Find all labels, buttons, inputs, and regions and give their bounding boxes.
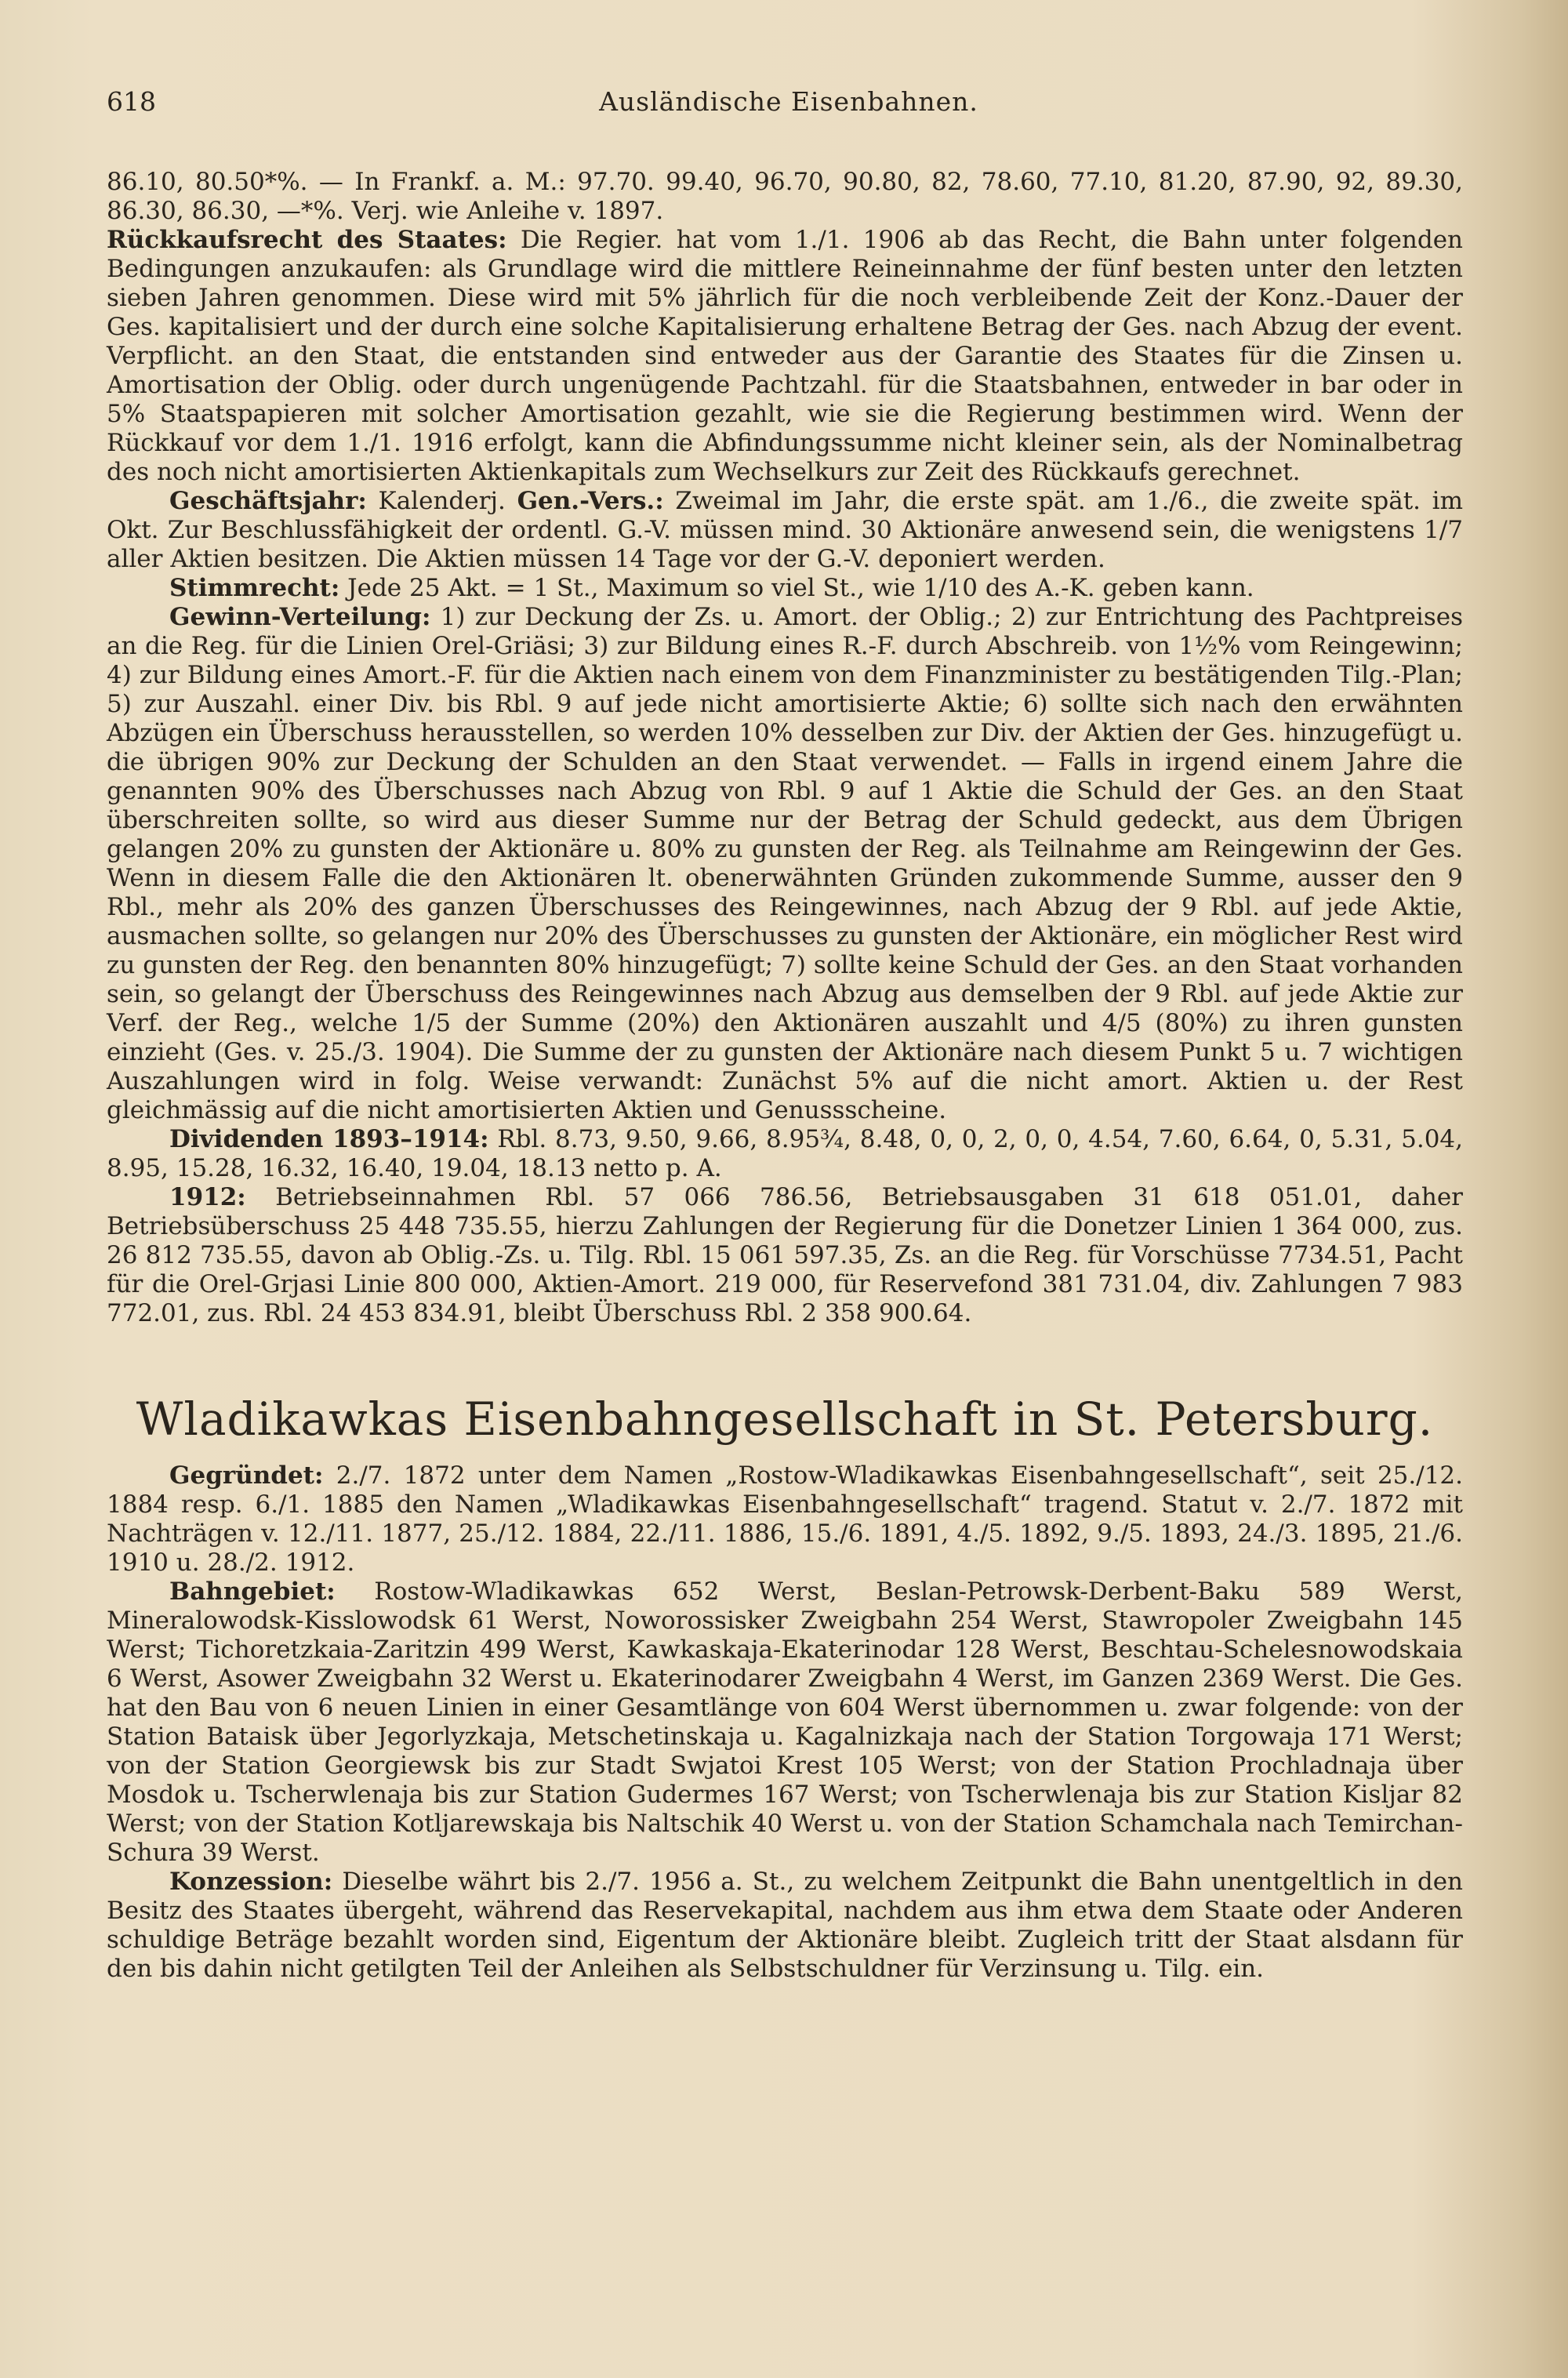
year-1912-label: 1912: [169, 1183, 246, 1211]
page-content [107, 86, 1463, 1984]
rueckkaufsrecht-paragraph [107, 226, 1463, 487]
page-body [107, 168, 1463, 1984]
bahngebiet-text: Rostow-Wladikawkas 652 Werst, Beslan-Petrowsk-Derbent-Baku 589 Werst, Mineralowodsk-Kisslowodsk 61 Werst, Noworossisker Zweigbahn 254 Werst, Stawropoler Zweigbahn 145 Werst; Tichoretzkaia-Zaritzin 499 Werst, Kawkaskaja-Ekaterinodar 128 Werst, Beschtau-Schelesnowodskaia 6 Werst, Asower Zweigbahn 32 Werst u. Ekaterinodarer Zweigbahn 4 Werst, im Ganzen 2369 Werst. Die Ges. hat den Bau von 6 neuen Linien in einer Gesamtlänge von 604 Werst übernommen u. zwar folgende: von der Station Bataisk über Jegorlyzkaja, Metschetinskaja u. Kagalnizkaja nach der Station Torgowaja 171 Werst; von der Station Georgiewsk bis zur Stadt Swjatoi Krest 105 Werst; von der Station Prochladnaja über Mosdok u. Tscherwlenaja bis zur Station Gudermes 167 Werst; von Tscherwlenaja bis zur Station Kisljar 82 Werst; von der Station Kotljarewskaja bis Naltschik 40 Werst u. von der Station Schamchala nach Temirchan-Schura 39 Werst. [107, 1577, 1463, 1867]
dividenden-paragraph [107, 1125, 1463, 1183]
geschaeftsjahr-paragraph [107, 487, 1463, 574]
gegruendet-text: 2./7. 1872 unter dem Namen „Rostow-Wladikawkas Eisenbahngesellschaft“, seit 25./12. 1884 resp. 6./1. 1885 den Namen „Wladikawkas Eisenbahngesellschaft“ tragend. Statut v. 2./7. 1872 mit Nachträgen v. 12./11. 1877, 25./12. 1884, 22./11. 1886, 15./6. 1891, 4./5. 1892, 9./5. 1893, 24./3. 1895, 21./6. 1910 u. 28./2. 1912. [107, 1461, 1463, 1577]
stimmrecht-text: Jede 25 Akt. = 1 St., Maximum so viel St., wie 1/10 des A.-K. geben kann. [339, 574, 1254, 602]
gewinn-verteilung-paragraph [107, 603, 1463, 1125]
gegruendet-label: Gegründet: [169, 1461, 324, 1490]
year-1912-paragraph [107, 1183, 1463, 1328]
stimmrecht-paragraph [107, 574, 1463, 603]
gegruendet-paragraph [107, 1461, 1463, 1577]
year-1912-text: Betriebseinnahmen Rbl. 57 066 786.56, Betriebsausgaben 31 618 051.01, daher Betriebsüberschuss 25 448 735.55, hierzu Zahlungen der Regierung für die Donetzer Linien 1 364 000, zus. 26 812 735.55, davon ab Oblig.-Zs. u. Tilg. Rbl. 15 061 597.35, Zs. an die Reg. für Vorschüsse 7734.51, Pacht für die Orel-Grjasi Linie 800 000, Aktien-Amort. 219 000, für Reservefond 381 731.04, div. Zahlungen 7 983 772.01, zus. Rbl. 24 453 834.91, bleibt Überschuss Rbl. 2 358 900.64. [107, 1183, 1463, 1327]
konzession-text: Dieselbe währt bis 2./7. 1956 a. St., zu welchem Zeitpunkt die Bahn unentgeltlich in den Besitz des Staates übergeht, während das Reservekapital, nachdem aus ihm etwa dem Staate oder Anderen schuldige Beträge bezahlt worden sind, Eigentum der Aktionäre bleibt. Zugleich tritt der Staat alsdann für den bis dahin nicht getilgten Teil der Anleihen als Selbstschuldner für Verzinsung u. Tilg. ein. [107, 1868, 1463, 1983]
rueckkaufsrecht-label: Rückkaufsrecht des Staates: [107, 226, 507, 254]
dividenden-text: Rbl. 8.73, 9.50, 9.66, 8.95¾, 8.48, 0, 0, 2, 0, 0, 4.54, 7.60, 6.64, 0, 5.31, 5.04, 8.95, 15.28, 16.32, 16.40, 19.04, 18.13 netto p. A. [107, 1125, 1463, 1182]
gewinn-verteilung-text: 1) zur Deckung der Zs. u. Amort. der Oblig.; 2) zur Entrichtung des Pachtpreises an die Reg. für die Linien Orel-Griäsi; 3) zur Bildung eines R.-F. durch Abschreib. von 1½% vom Reingewinn; 4) zur Bildung eines Amort.-F. für die Aktien nach einem von dem Finanzminister zu bestätigenden Tilg.-Plan; 5) zur Auszahl. einer Div. bis Rbl. 9 auf jede nicht amortisierte Aktie; 6) sollte sich nach den erwähnten Abzügen ein Überschuss herausstellen, so werden 10% desselben zur Div. der Aktien der Ges. hinzugefügt u. die übrigen 90% zur Deckung der Schulden an den Staat verwendet. — Falls in irgend einem Jahre die genannten 90% des Überschusses nach Abzug von Rbl. 9 auf 1 Aktie die Schuld der Ges. an den Staat überschreiten sollte, so wird aus dieser Summe nur der Betrag der Schuld gedeckt, aus dem Übrigen gelangen 20% zu gunsten der Aktionäre u. 80% zu gunsten der Reg. als Teilnahme am Reingewinn der Ges. Wenn in diesem Falle die den Aktionären lt. obenerwähnten Gründen zukommende Summe, ausser den 9 Rbl., mehr als 20% des ganzen Überschusses des Reingewinnes, nach Abzug der 9 Rbl. auf jede Aktie, ausmachen sollte, so gelangen nur 20% des Überschusses zu gunsten der Aktionäre, ein möglicher Rest wird zu gunsten der Reg. den benannten 80% hinzugefügt; 7) sollte keine Schuld der Ges. an den Staat vorhanden sein, so gelangt der Überschuss des Reingewinnes nach Abzug aus demselben der 9 Rbl. auf jede Aktie zur Verf. der Reg., welche 1/5 der Summe (20%) den Aktionären auszahlt und 4/5 (80%) zu ihren gunsten einzieht (Ges. v. 25./3. 1904). Die Summe der zu gunsten der Aktionäre nach diesem Punkt 5 u. 7 wichtigen Auszahlungen wird in folg. Weise verwandt: Zunächst 5% auf die nicht amort. Aktien u. der Rest gleichmässig auf die nicht amortisierten Aktien und Genussscheine. [107, 603, 1463, 1124]
stimmrecht-label: Stimmrecht: [169, 574, 340, 602]
geschaeftsjahr-label: Geschäftsjahr: [169, 487, 367, 515]
bahngebiet-paragraph [107, 1577, 1463, 1868]
konzession-paragraph [107, 1868, 1463, 1984]
bahngebiet-label: Bahngebiet: [169, 1577, 336, 1606]
gewinn-verteilung-label: Gewinn-Verteilung: [169, 603, 431, 631]
price-continuation-paragraph: 86.10, 80.50*%. — In Frankf. a. M.: 97.70. 99.40, 96.70, 90.80, 82, 78.60, 77.10, 81.20, 87.90, 92, 89.30, 86.30, 86.30, —*%. Verj. wie Anleihe v. 1897. [107, 168, 1463, 225]
rueckkaufsrecht-text: Die Regier. hat vom 1./1. 1906 ab das Recht, die Bahn unter folgenden Bedingungen anzukaufen: als Grundlage wird die mittlere Reineinnahme der fünf besten unter den letzten sieben Jahren genommen. Diese wird mit 5% jährlich für die noch verbleibende Zeit der Konz.-Dauer der Ges. kapitalisiert und der durch eine solche Kapitalisierung erhaltene Betrag der Ges. nach Abzug der event. Verpflicht. an den Staat, die entstanden sind entweder aus der Garantie des Staates für die Zinsen u. Amortisation der Oblig. oder durch ungenügende Pachtzahl. für die Staatsbahnen, entweder in bar oder in 5% Staatspapieren mit solcher Amortisation gezahlt, wie sie die Regierung bestimmen wird. Wenn der Rückkauf vor dem 1./1. 1916 erfolgt, kann die Abfindungssumme nicht kleiner sein, als der Nominalbetrag des noch nicht amortisierten Aktienkapitals zum Wechselkurs zur Zeit des Rückkaufs gerechnet. [107, 226, 1464, 486]
page-header [107, 86, 1463, 141]
geschaeftsjahr-text: Kalenderj. [366, 487, 517, 515]
running-title: Ausländische Eisenbahnen. [599, 86, 978, 117]
dividenden-label: Dividenden 1893–1914: [169, 1125, 489, 1153]
company-heading: Wladikawkas Eisenbahngesellschaft in St. Petersburg. [136, 1392, 1434, 1446]
gen-vers-label: Gen.-Vers.: [517, 487, 664, 515]
page-number: 618 [107, 86, 156, 117]
gen-vers-text: Zweimal im Jahr, die erste spät. am 1./6., die zweite spät. im Okt. Zur Beschlussfähigkeit der ordentl. G.-V. müssen mind. 30 Aktionäre anwesend sein, die wenigstens 1/7 aller Aktien besitzen. Die Aktien müssen 14 Tage vor der G.-V. deponiert werden. [107, 487, 1463, 573]
konzession-label: Konzession: [169, 1868, 333, 1896]
